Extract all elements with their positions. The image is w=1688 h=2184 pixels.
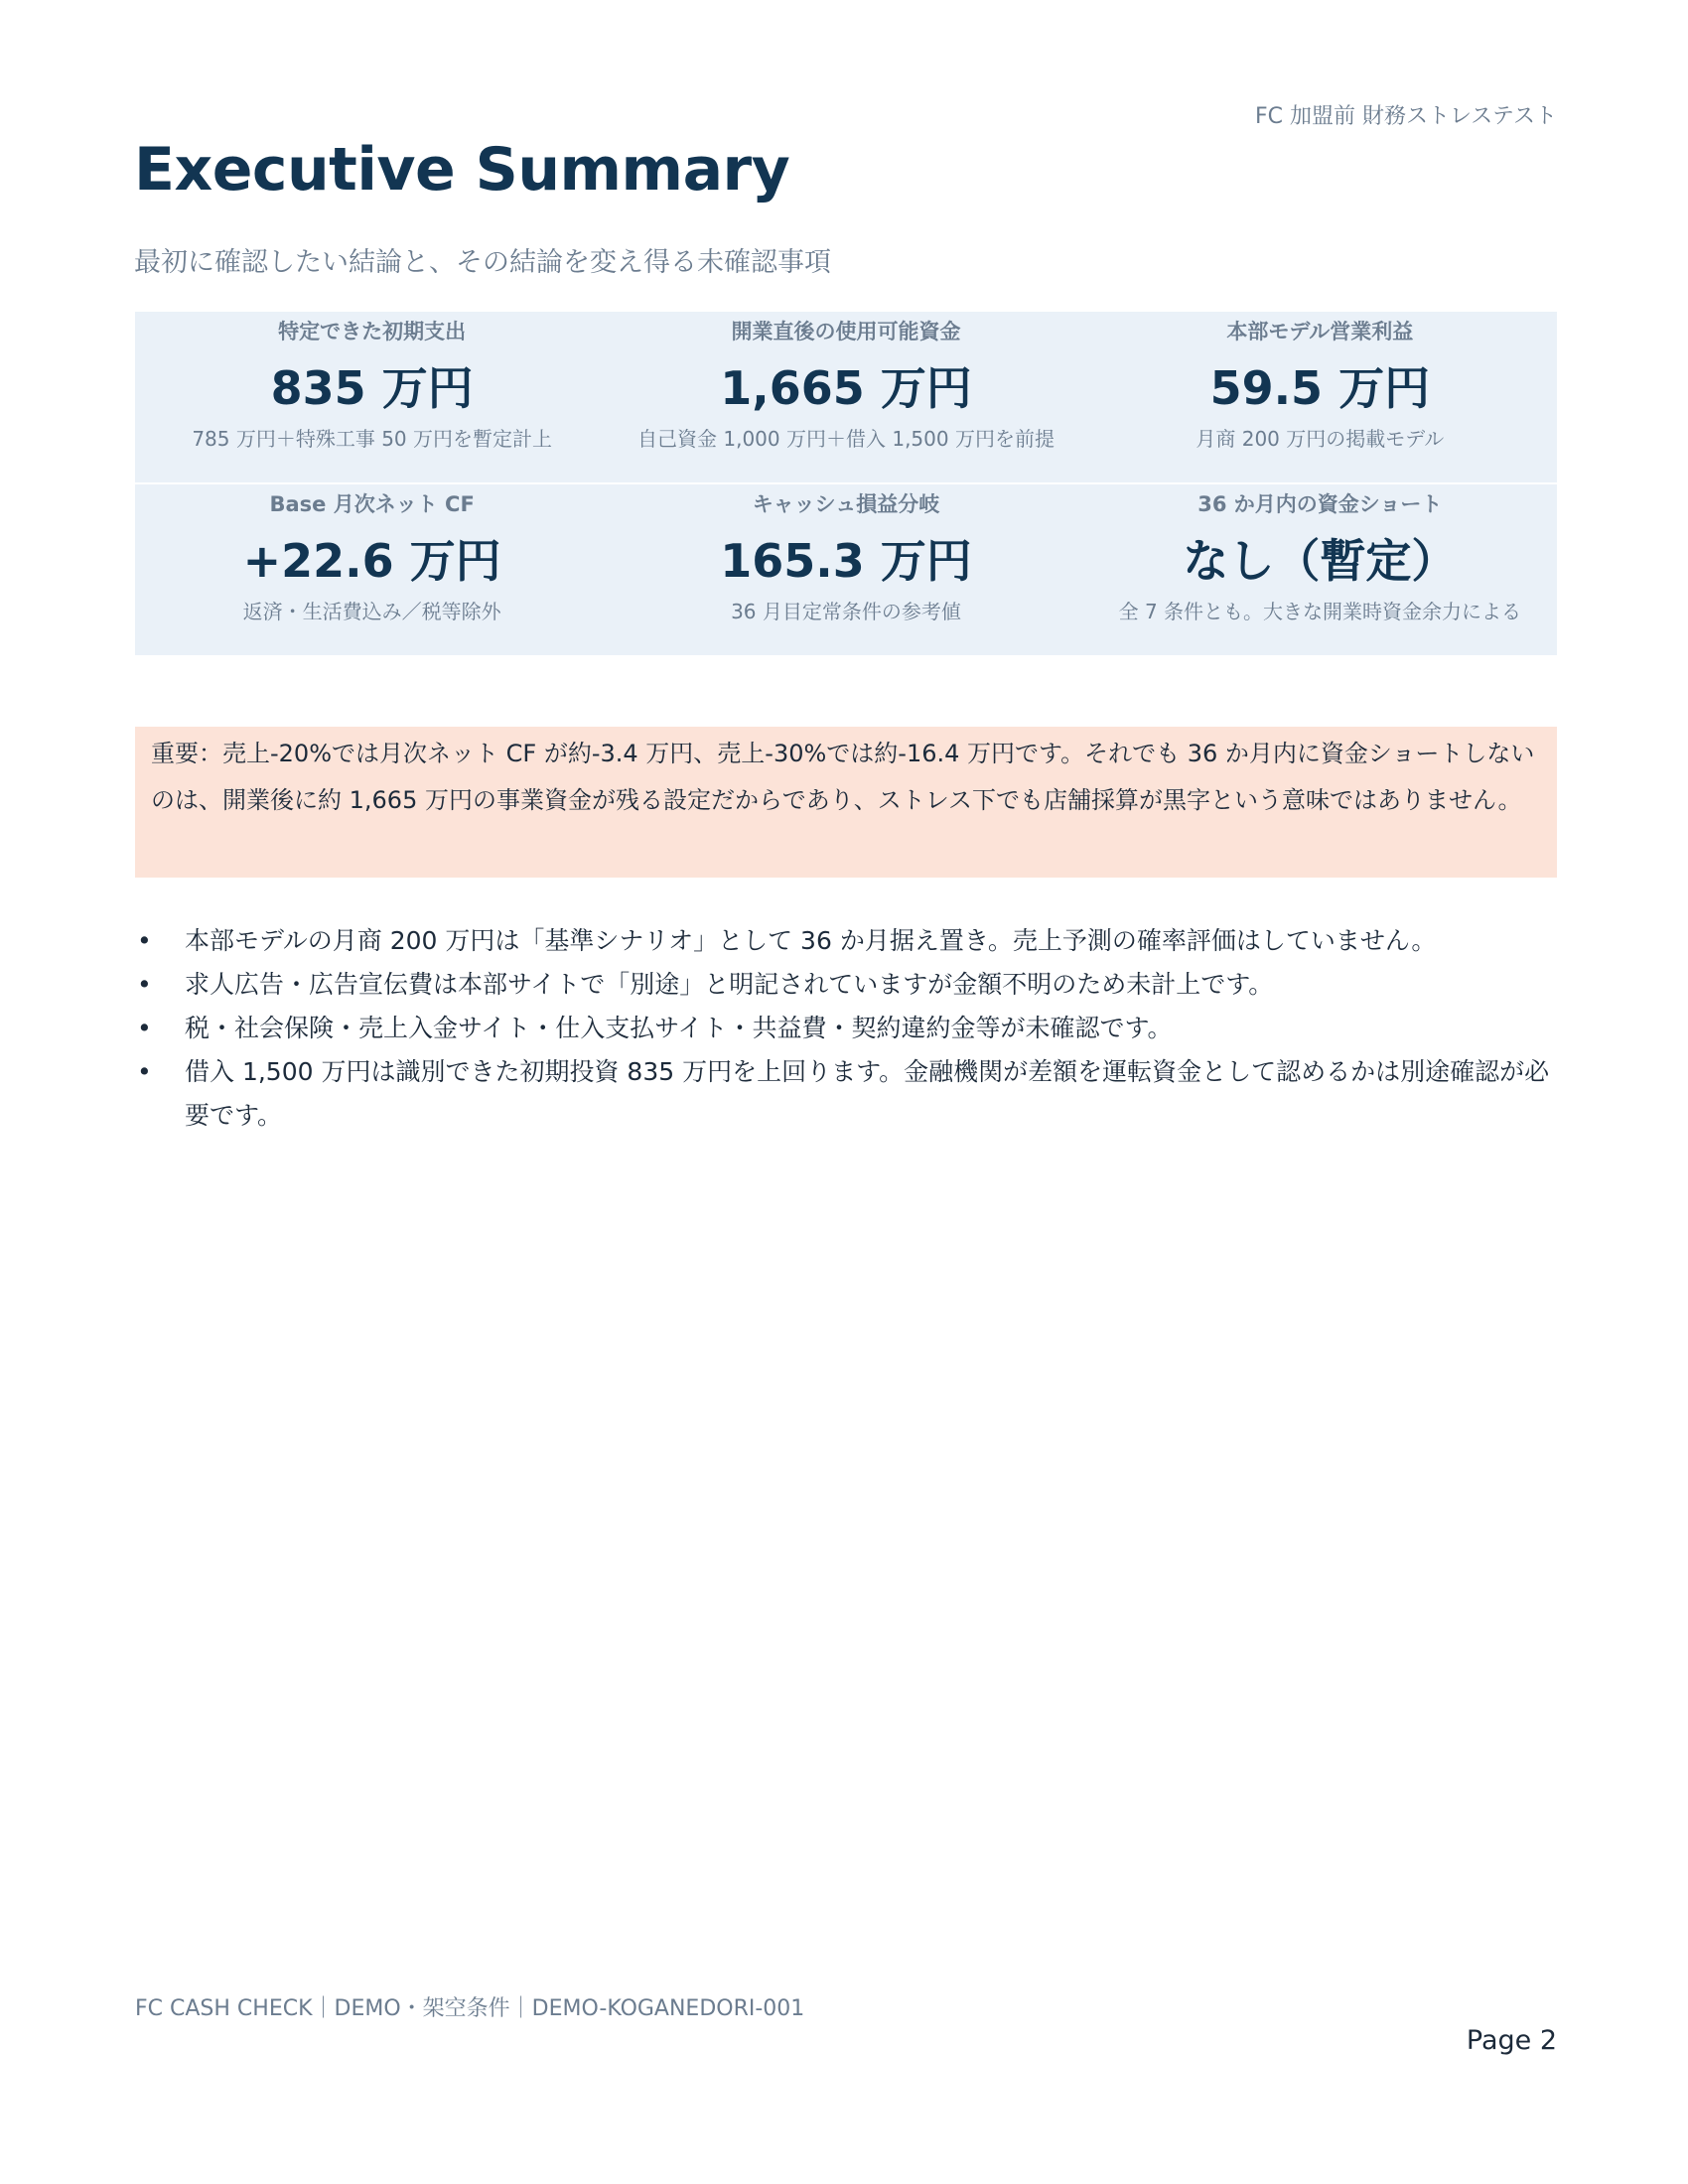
kpi-note: 月商 200 万円の掲載モデル — [1196, 427, 1445, 451]
kpi-card-cash-breakeven — [609, 484, 1082, 655]
kpi-label: Base 月次ネット CF — [269, 492, 475, 516]
page-number: Page 2 — [1466, 2025, 1557, 2056]
kpi-card-cash-shortage — [1083, 484, 1557, 655]
kpi-label: キャッシュ損益分岐 — [752, 492, 940, 516]
kpi-value: 1,665 万円 — [720, 361, 972, 415]
kpi-card-available-funds — [609, 312, 1082, 482]
bullet-list — [135, 919, 1557, 1138]
kpi-value: +22.6 万円 — [242, 534, 501, 588]
kpi-value: 835 万円 — [270, 361, 474, 415]
kpi-note: 返済・生活費込み／税等除外 — [242, 600, 501, 623]
kpi-value: 165.3 万円 — [720, 534, 972, 588]
list-item — [135, 1050, 1557, 1138]
kpi-value: 59.5 万円 — [1209, 361, 1431, 415]
kpi-card-operating-profit — [1083, 312, 1557, 482]
kpi-note: 785 万円＋特殊工事 50 万円を暫定計上 — [192, 427, 553, 451]
page-title: Executive Summary — [134, 135, 790, 205]
kpi-card-net-cf — [135, 484, 609, 655]
footer-meta: FC CASH CHECK｜DEMO・架空条件｜DEMO-KOGANEDORI-001 — [135, 1996, 805, 2021]
list-item — [135, 919, 1557, 963]
list-item-text: 税・社会保険・売上入金サイト・仕入支払サイト・共益費・契約違約金等が未確認です。 — [185, 1014, 1173, 1042]
kpi-card-initial-spend — [135, 312, 609, 482]
kpi-note: 全 7 条件とも。大きな開業時資金余力による — [1118, 600, 1522, 623]
kpi-value: なし（暫定） — [1183, 534, 1458, 588]
kpi-note: 自己資金 1,000 万円＋借入 1,500 万円を前提 — [637, 427, 1055, 451]
bullet-icon: • — [137, 1014, 152, 1042]
list-item-text: 借入 1,500 万円は識別できた初期投資 835 万円を上回ります。金融機関が差額を運転資金として認めるかは別途確認が必要です。 — [185, 1057, 1550, 1130]
bullet-icon: • — [137, 926, 152, 955]
list-item — [135, 1007, 1557, 1050]
page-subtitle: 最初に確認したい結論と、その結論を変え得る未確認事項 — [134, 247, 831, 278]
important-callout: 重要：売上-20%では月次ネット CF が約-3.4 万円、売上-30%では約-16.4 万円です。それでも 36 か月内に資金ショートしないのは、開業後に約 1,665 万円の事業資金が残る設定だからであり、ストレス下でも店舗採算が黒字という意味ではありません。 — [135, 727, 1557, 878]
list-item-text: 求人広告・広告宣伝費は本部サイトで「別途」と明記されていますが金額不明のため未計上です。 — [185, 970, 1274, 999]
kpi-grid — [135, 312, 1557, 655]
running-header: FC 加盟前 財務ストレステスト — [1254, 104, 1557, 129]
list-item-text: 本部モデルの月商 200 万円は「基準シナリオ」として 36 か月据え置き。売上予測の確率評価はしていません。 — [185, 926, 1437, 955]
kpi-label: 開業直後の使用可能資金 — [731, 320, 961, 343]
kpi-label: 特定できた初期支出 — [278, 320, 467, 343]
bullet-icon: • — [137, 970, 152, 999]
kpi-label: 36 か月内の資金ショート — [1197, 492, 1443, 516]
bullet-icon: • — [137, 1057, 152, 1086]
kpi-note: 36 月目定常条件の参考値 — [731, 600, 961, 623]
list-item — [135, 963, 1557, 1007]
kpi-label: 本部モデル営業利益 — [1226, 320, 1414, 343]
